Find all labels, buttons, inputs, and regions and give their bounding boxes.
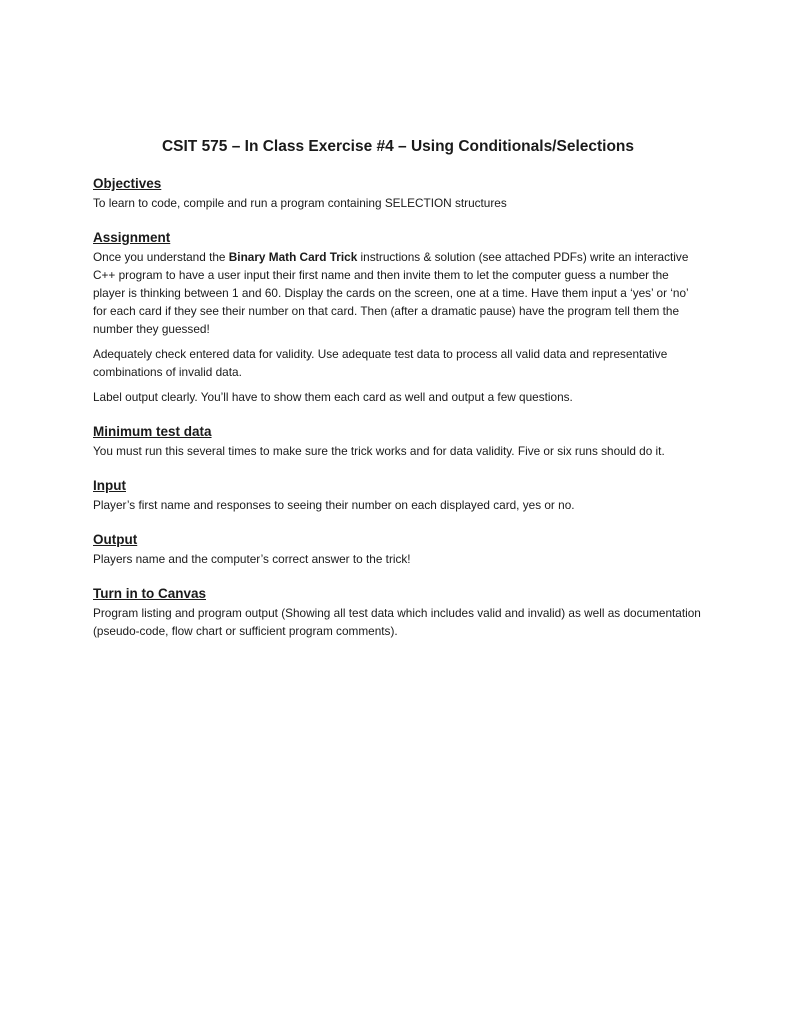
minimum-test-data-text: You must run this several times to make sure the trick works and for data validity. Five or six runs should do it. (93, 444, 665, 458)
minimum-test-data-heading: Minimum test data (93, 424, 212, 439)
page-title: CSIT 575 – In Class Exercise #4 – Using Conditionals/Selections (161, 138, 635, 155)
input-heading: Input (93, 478, 126, 493)
objectives-text: To learn to code, compile and run a program containing SELECTION structures (93, 196, 507, 210)
assignment-p1-before: Once you understand the (93, 250, 229, 264)
assignment-heading: Assignment (93, 230, 171, 245)
input-section (93, 478, 703, 514)
turn-in-heading: Turn in to Canvas (93, 586, 207, 601)
document-page (93, 138, 703, 640)
assignment-section (93, 230, 703, 406)
output-text: Players name and the computer’s correct answer to the trick! (93, 552, 411, 566)
objectives-section (93, 176, 703, 212)
output-heading: Output (93, 532, 138, 547)
turn-in-section (93, 586, 703, 640)
minimum-test-data-section (93, 424, 703, 460)
assignment-p1-after: instructions & solution (see attached PDFs) write an interactive C++ program to have a user input their first name and then invite them to let the computer guess a number the player is thinking between 1 and 60. Display the cards on the screen, one at a time. Have them input a ‘yes’ or ‘no’ for each card if they see their number on that card. Then (after a dramatic pause) have the program tell them the number they guessed! (93, 250, 689, 336)
assignment-paragraph-2: Adequately check entered data for validity. Use adequate test data to process all valid data and representative combinations of invalid data. (93, 347, 668, 379)
assignment-p1-bold: Binary Math Card Trick (228, 250, 358, 264)
output-section (93, 532, 703, 568)
assignment-paragraph-3: Label output clearly. You’ll have to show them each card as well and output a few questions. (93, 390, 573, 404)
objectives-heading: Objectives (93, 176, 162, 191)
input-text: Player’s first name and responses to seeing their number on each displayed card, yes or no. (93, 498, 575, 512)
assignment-paragraph-1 (93, 248, 703, 338)
turn-in-text: Program listing and program output (Showing all test data which includes valid and invalid) as well as documentation (pseudo-code, flow chart or sufficient program comments). (93, 606, 701, 638)
